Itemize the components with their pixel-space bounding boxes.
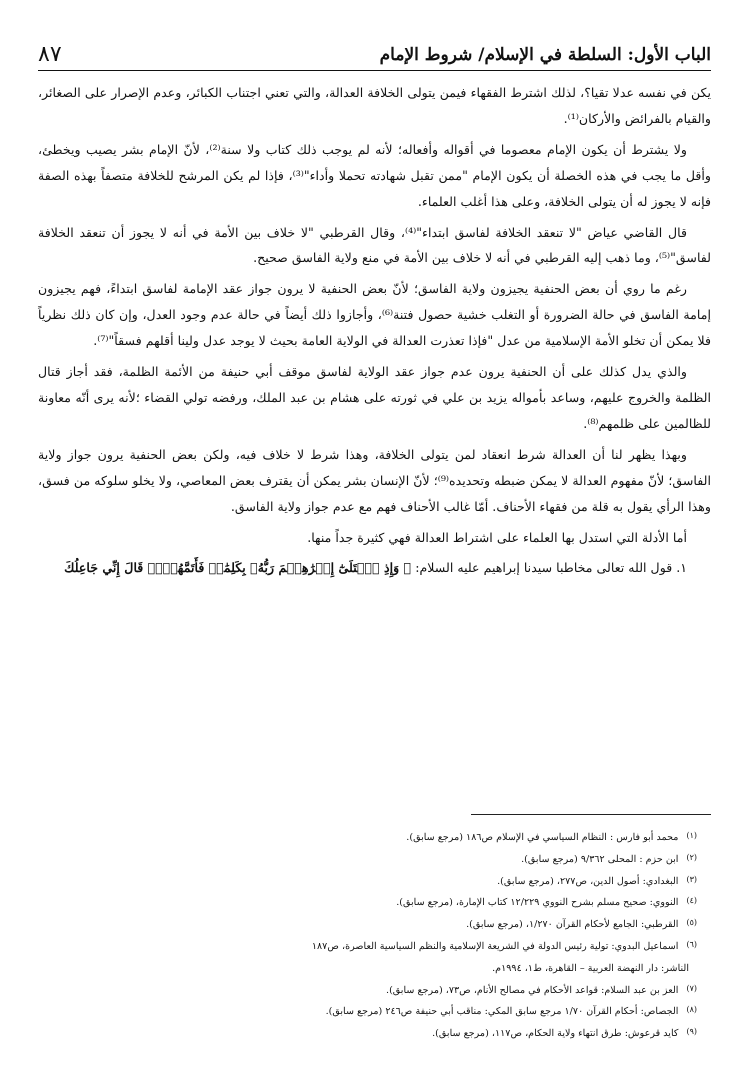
paragraph: ولا يشترط أن يكون الإمام معصوما في أقواله وأفعاله؛ لأنه لم يوجب ذلك كتاب ولا سنة⁽²⁾، لأنّ الإمام بشر يصيب ويخطئ، وأقل ما يجب في هذه الخصلة أن يكون الإمام "ممن تقبل شهادته تحملا وأداء"⁽³⁾، فإذا لم يكن المرشح للخلافة متصفاً بهذه الصفة فإنه لا يجوز له أن يتولى الخلافة، وعلى هذا أغلب العلماء. bbox=[38, 141, 711, 209]
paragraph: والذي يدل كذلك على أن الحنفية يرون عدم جواز عقد الولاية لفاسق موقف أبي حنيفة من الأئمة الظلمة، فقد أجاز قتال الظلمة والخروج عليهم، وساعد بأمواله يزيد بن علي في ثورته على هشام بن عبد الملك، ورفضه تولي القضاء ؛لأنه يرى أنّه معاونة للظالمين على ظلمهم⁽⁸⁾. bbox=[38, 364, 711, 431]
footnote-continuation: الناشر: دار النهضة العربية – القاهرة، ط١، ١٩٩٤م. bbox=[492, 962, 689, 974]
running-header bbox=[38, 36, 711, 71]
footnote: $^{(٦)}$اسماعيل البدوي: تولية رئيس الدولة في الشريعة الإسلامية والنظم السياسية العاصرة، ص١٨٧ bbox=[311, 939, 697, 952]
footnote: $^{(٤)}$النووي: صحيح مسلم بشرح النووي ١٢/٢٢٩ كتاب الإمارة، (مرجع سابق). bbox=[396, 896, 697, 909]
quran-verse: ﴿ وَإِذِ ٱبۡتَلَىٰٓ إِبۡرَٰهِـۧمَ رَبُّهُۥ بِكَلِمَٰتٖ فَأَتَمَّهُنَّۖ قَالَ إِنِّي جَاعِلُكَ bbox=[64, 560, 412, 576]
footnote: $^{(١)}$محمد أبو فارس : النظام السياسي في الإسلام ص١٨٦ (مرجع سابق). bbox=[406, 831, 697, 843]
evidence-intro: ١. قول الله تعالى مخاطبا سيدنا إبراهيم عليه السلام: bbox=[415, 560, 687, 576]
footnote: $^{(٥)}$القرطبي: الجامع لأحكام القرآن ١/٢٧٠، (مرجع سابق). bbox=[466, 918, 697, 931]
paragraph: أما الأدلة التي استدل بها العلماء على اشتراط العدالة فهي كثيرة جداً منها. bbox=[307, 529, 687, 545]
chapter-title: الباب الأول: السلطة في الإسلام/ شروط الإمام bbox=[379, 45, 711, 65]
paragraph: قال القاضي عياض "لا تنعقد الخلافة لفاسق ابتداء"⁽⁴⁾، وقال القرطبي "لا خلاف بين الأمة في أنه لا يجوز أن تنعقد الخلافة لفاسق"⁽⁵⁾، وما ذهب إليه القرطبي في أنه لا خلاف بين الأمة في منع ولاية الفاسق صحيح. bbox=[38, 224, 711, 266]
footnotes bbox=[38, 826, 697, 1044]
paragraph: وبهذا يظهر لنا أن العدالة شرط انعقاد لمن يتولى الخلافة، وهذا شرط لا خلاف فيه، ولكن بعض الحنفية يرون جواز ولاية الفاسق؛ لأنّ مفهوم العدالة لا يمكن ضبطه وتحديده⁽⁹⁾؛ لأنّ الإنسان بشر يمكن أن يقترف بعض المعاصي، ولا يخلو سلوكه من فسق، وهذا الرأي يقول به قلة من فقهاء الأحناف. أمّا غالب الأحناف فهم مع عدم جواز ولاية الفاسق. bbox=[38, 446, 711, 514]
footnote-separator bbox=[471, 814, 711, 815]
footnote: $^{(٩)}$كايد قرعوش: طرق انتهاء ولاية الحكام، ص١١٧، (مرجع سابق). bbox=[432, 1027, 697, 1040]
body-text bbox=[38, 80, 711, 586]
footnote: $^{(٣)}$البغدادي: أصول الدين، ص٢٧٧، (مرجع سابق). bbox=[497, 874, 697, 887]
footnote: $^{(٧)}$العز بن عبد السلام: قواعد الأحكام في مصالح الأنام، ص٧٣، (مرجع سابق). bbox=[386, 983, 697, 996]
paragraph: رغم ما روي أن بعض الحنفية يجيزون ولاية الفاسق؛ لأنّ بعض الحنفية لا يرون جواز عقد الإمامة لفاسق ابتداءً، فهم يجيزون إمامة الفاسق في حالة الضرورة أو التغلب خشية حصول فتنة⁽⁶⁾، وأجازوا ذلك أيضاً في حالة عدم وجود العدل، وإن كان ذلك نظرياً فلا يمكن أن تخلو الأمة الإسلامية من عدل "فإذا تعذرت العدالة في الولاية العامة بحيث لا يوجد عدل ولينا أقلهم فسقاً"⁽⁷⁾. bbox=[38, 281, 711, 349]
evidence-item bbox=[38, 555, 711, 581]
page-number: ٨٧ bbox=[38, 42, 62, 67]
footnote: $^{(٢)}$ابن حزم : المحلى ٩/٣٦٢ (مرجع سابق). bbox=[521, 852, 697, 865]
footnote: $^{(٨)}$الجصاص: أحكام القرآن ١/٧٠ مرجع سابق المكي: مناقب أبي حنيفة ص٢٤٦ (مرجع سابق). bbox=[325, 1005, 697, 1018]
paragraph: يكن في نفسه عدلا تقيا؟، لذلك اشترط الفقهاء فيمن يتولى الخلافة العدالة، والتي تعني اجتناب الكبائر، وعدم الإصرار على الصغائر، والقيام بالفرائض والأركان⁽¹⁾. bbox=[38, 85, 711, 126]
